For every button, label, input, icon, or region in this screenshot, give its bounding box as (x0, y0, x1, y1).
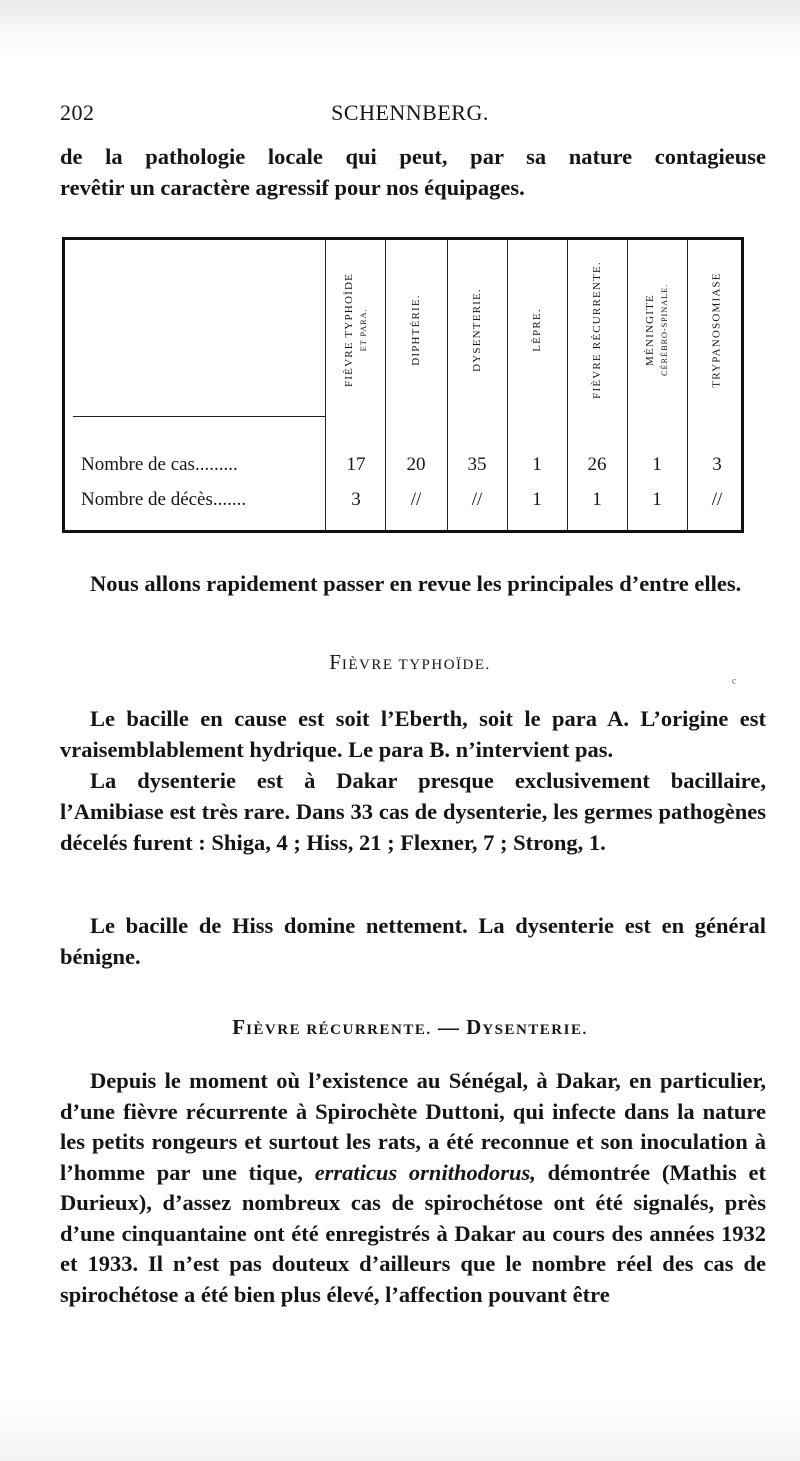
paragraph-dysenterie: La dysenterie est à Dakar presque exclusivement bacillaire, l’Amibiase est très rare. Dans 33 cas de dysenterie, les germes pathogènes décelés furent : Shiga, 4 ; Hiss, 21 ; Flexner, 7 ; Strong, 1. (60, 768, 766, 855)
table-cell: 1 (652, 454, 662, 475)
table-cell: 3 (712, 454, 722, 475)
table-cell: 1 (532, 489, 542, 510)
table-divider (325, 240, 326, 530)
column-header: DIPHTÉRIE. (410, 294, 423, 366)
table-cell: // (711, 489, 723, 510)
table-cell: 26 (587, 454, 607, 475)
running-title: SCHENNBERG. (331, 100, 489, 125)
table-cell: // (471, 489, 483, 510)
section-title-typhoid: FIÈVRE TYPHOÏDE. (329, 650, 491, 674)
row-label-cases: Nombre de cas......... (81, 454, 238, 475)
column-header: TRYPANOSOMIASE (711, 272, 724, 388)
table-cell: 3 (351, 489, 361, 510)
table-cell: 1 (532, 454, 542, 475)
header-rule (73, 416, 325, 417)
row-label-deaths: Nombre de décès....... (81, 489, 247, 510)
table-cell: 1 (592, 489, 602, 510)
table-cell: 1 (652, 489, 662, 510)
table-cell: 20 (406, 454, 426, 475)
paragraph-spirochetose: Depuis le moment où l’existence au Sénégal, à Dakar, en particulier, d’une fièvre récurrente à Spirochète Duttoni, qui infecte dans la nature les petits rongeurs et surtout les rats, a été reconnue et son inoculation à l’homme par une tique, erraticus ornithodorus, démontrée (Mathis et Durieux), d’assez nombreux cas de spirochétose ont été signalés, près d’une cinquantaine ont été enregistrés à Dakar au cours des années 1932 et 1933. Il n’est pas douteux d’ailleurs que le nombre réel des cas de spirochétose a été bien plus élevé, l’affection pouvant être (60, 1068, 767, 1307)
column-header: DYSENTERIE. (471, 288, 483, 372)
intro-line-1: de la pathologie locale qui peut, par sa nature contagieuse (60, 144, 766, 169)
table-cell: // (410, 489, 422, 510)
statistics-table (62, 237, 744, 533)
intro-paragraph (60, 141, 766, 203)
intro-line-2: revêtir un caractère agressif pour nos équipages. (60, 175, 525, 200)
page-header (60, 100, 760, 130)
paragraph-hiss: Le bacille de Hiss domine nettement. La dysenterie est en général bénigne. (60, 913, 766, 969)
column-header: FIÈVRE RÉCURRENTE. (591, 261, 603, 399)
column-header: FIÈVRE TYPHOÏDE ET PARA. (343, 272, 369, 388)
table-divider (385, 240, 386, 530)
species-name: erraticus ornithodorus, (314, 1159, 536, 1185)
page-number: 202 (60, 100, 95, 125)
paragraph-review: Nous allons rapidement passer en revue les principales d’entre elles. (90, 571, 742, 596)
printer-mark: ᶜ (732, 675, 737, 692)
section-title-recurrente: FIÈVRE RÉCURRENTE. — DYSENTERIE. (232, 1015, 588, 1039)
table-cell: 17 (346, 454, 366, 475)
column-header: MÉNINGITE CÉRÉBRO-SPINALE. (644, 284, 669, 376)
column-header: LÈPRE. (531, 308, 543, 352)
table-cell: 35 (467, 454, 487, 475)
paragraph-bacille: Le bacille en cause est soit l’Eberth, soit le para A. L’origine est vraisemblablement hydrique. Le para B. n’intervient pas. (60, 706, 766, 762)
